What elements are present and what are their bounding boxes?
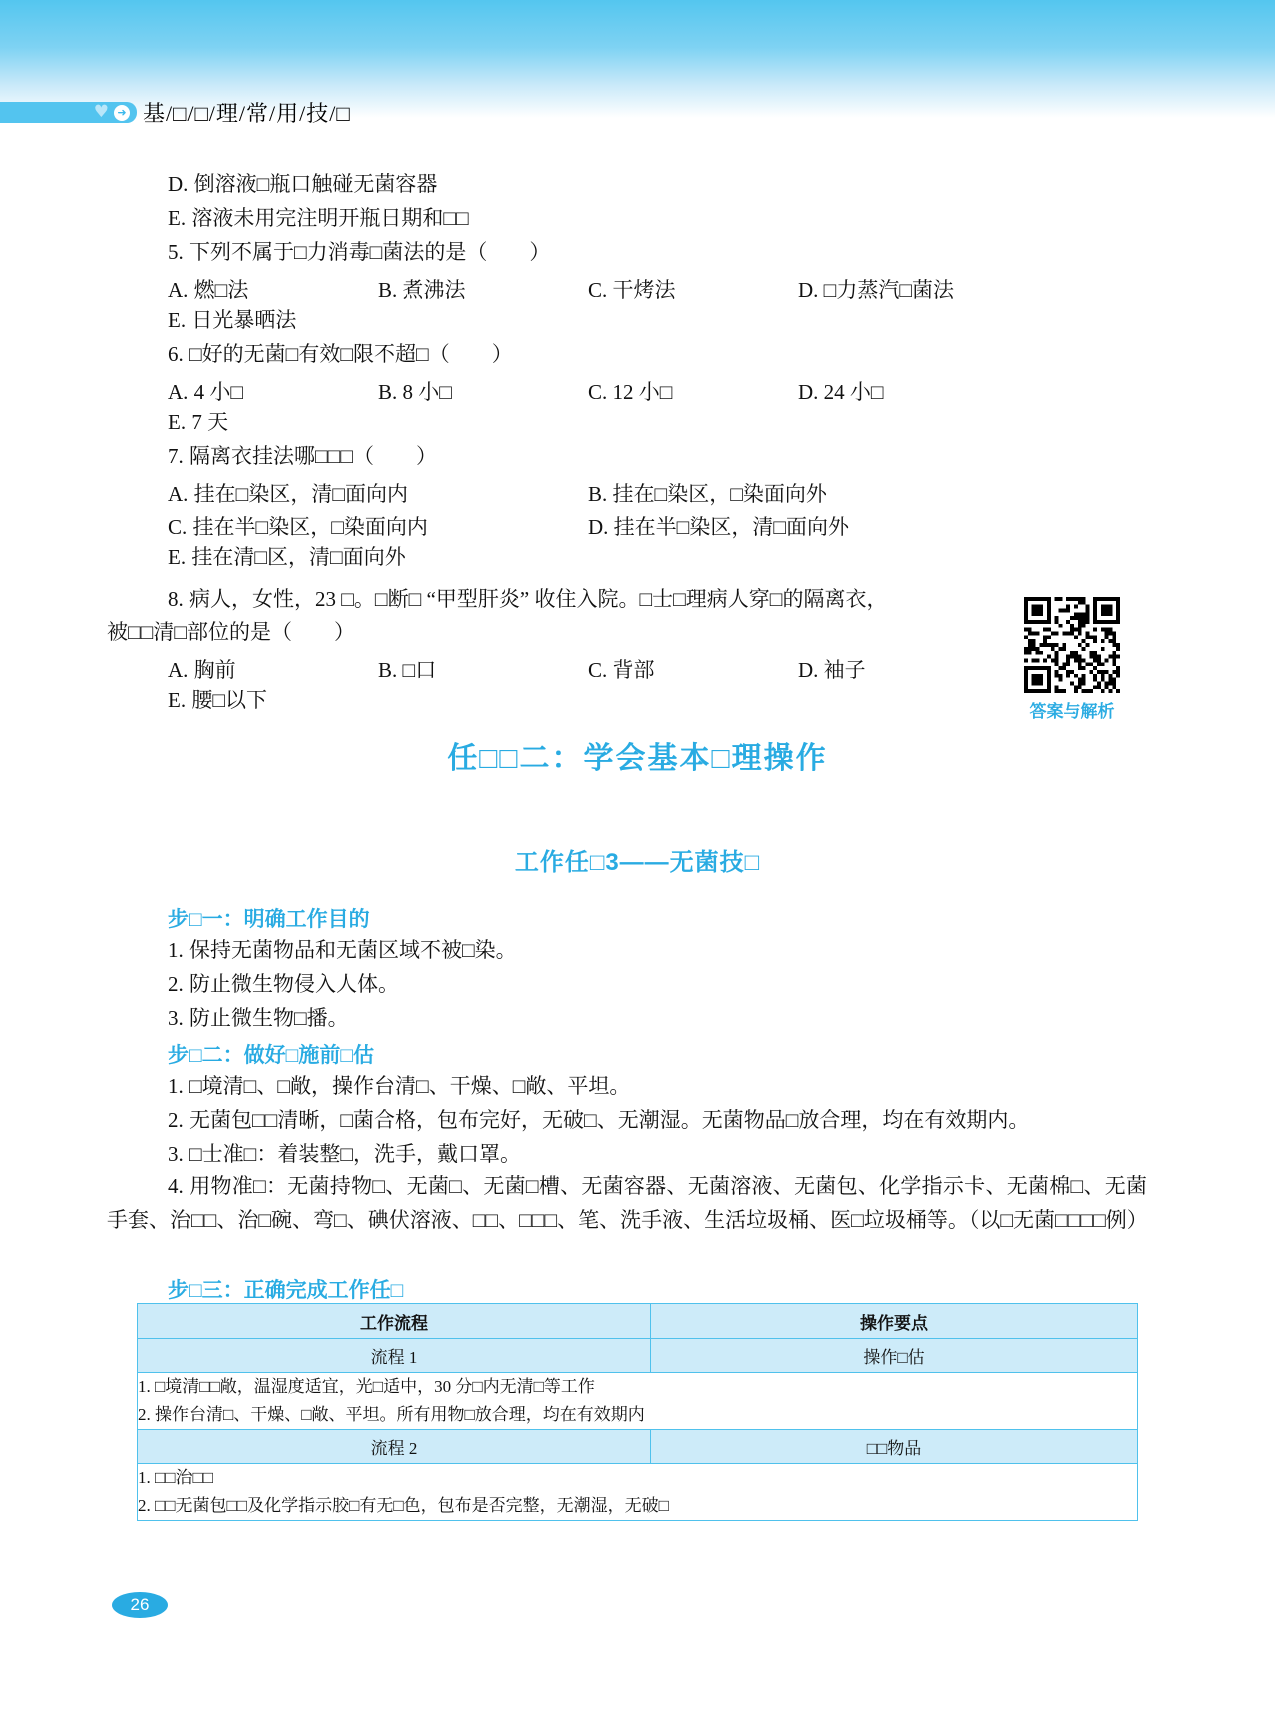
section-title: 任□□二：学会基本□理操作 bbox=[447, 742, 828, 775]
option-b: B. □口 bbox=[378, 658, 437, 682]
step1-heading: 步□一：明确工作目的 bbox=[168, 908, 370, 931]
step2-item4-paragraph: 4. 用物准□：无菌持物□、无菌□、无菌□槽、无菌容器、无菌溶液、无菌包、化学指示卡、无菌棉□、无菌手套、治□□、治□碗、弯□、碘伏溶液、□□、□□□、笔、洗手液、生活垃圾桶、医□垃圾桶等。（以□无菌□□□□例） bbox=[107, 1174, 1148, 1232]
step2-item: 3. □士准□：着装整□，洗手，戴口罩。 bbox=[168, 1142, 522, 1166]
option-a: A. 挂在□染区，清□面向内 bbox=[168, 482, 409, 506]
table-content-line: 1. □境清□□敞，温湿度适宜，光□适中，30 分□内无清□等工作 bbox=[138, 1377, 595, 1396]
step2-item: 2. 无菌包□□清晰，□菌合格，包布完好，无破□、无潮湿。无菌物品□放合理，均在有效期内。 bbox=[168, 1108, 1030, 1132]
table-row bbox=[138, 1430, 1138, 1464]
table-content-line: 2. □□无菌包□□及化学指示胶□有无□色，包布是否完整，无潮湿，无破□ bbox=[138, 1496, 669, 1515]
running-header-title: 基/□/□/理/常/用/技/□ bbox=[143, 101, 351, 126]
question-8-options bbox=[107, 654, 1167, 682]
option-a: A. 4 小□ bbox=[168, 380, 244, 404]
qr-caption: 答案与解析 bbox=[1029, 702, 1115, 721]
table-content-cell bbox=[138, 1464, 1138, 1521]
question-7-options-ab bbox=[107, 478, 1167, 506]
table-content-line: 2. 操作台清□、干燥、□敞、平坦。所有用物□放合理，均在有效期内 bbox=[138, 1405, 645, 1424]
page-number-badge: 26 bbox=[112, 1592, 168, 1618]
option-e: E. 腰□以下 bbox=[168, 688, 268, 712]
step1-item: 3. 防止微生物□播。 bbox=[168, 1006, 349, 1030]
option-e: E. 7 天 bbox=[168, 410, 229, 434]
table-cell: 流程 2 bbox=[138, 1430, 651, 1464]
qr-code bbox=[1024, 597, 1120, 693]
question-8-stem-line2: 被□□清□部位的是（ ） bbox=[107, 620, 356, 644]
table-cell: □□物品 bbox=[651, 1430, 1138, 1464]
option-c: C. 背部 bbox=[588, 658, 655, 682]
option-c: C. 12 小□ bbox=[588, 380, 673, 404]
option-b: B. 8 小□ bbox=[378, 380, 452, 404]
question-5-options bbox=[107, 274, 1167, 302]
header-pill bbox=[0, 102, 137, 123]
option-b: B. 挂在□染区，□染面向外 bbox=[588, 482, 827, 506]
heart-icon: ♥ bbox=[93, 102, 109, 122]
table-row bbox=[138, 1339, 1138, 1373]
option-line: D. 倒溶液□瓶口触碰无菌容器 bbox=[168, 172, 438, 196]
option-e: E. 挂在清□区，清□面向外 bbox=[168, 545, 406, 569]
step3-heading: 步□三：正确完成工作任□ bbox=[168, 1279, 404, 1302]
table-header-cell: 工作流程 bbox=[138, 1304, 651, 1339]
step1-item: 1. 保持无菌物品和无菌区域不被□染。 bbox=[168, 938, 517, 962]
option-d: D. □力蒸汽□菌法 bbox=[798, 278, 955, 302]
option-c: C. 挂在半□染区，□染面向内 bbox=[168, 515, 428, 539]
option-line: E. 溶液未用完注明开瓶日期和□□ bbox=[168, 206, 469, 230]
question-6-stem: 6. □好的无菌□有效□限不超□（ ） bbox=[168, 342, 513, 366]
option-a: A. 燃□法 bbox=[168, 278, 249, 302]
table-header-row bbox=[138, 1304, 1138, 1339]
option-b: B. 煮沸法 bbox=[378, 278, 466, 302]
table-content-cell bbox=[138, 1373, 1138, 1430]
question-6-options bbox=[107, 376, 1167, 404]
question-7-stem: 7. 隔离衣挂法哪□□□（ ） bbox=[168, 444, 438, 468]
question-8-stem-line1: 8. 病人，女性，23 □。□断□ “甲型肝炎” 收住入院。□士□理病人穿□的隔离衣， bbox=[168, 587, 888, 611]
step2-heading: 步□二：做好□施前□估 bbox=[168, 1044, 375, 1067]
option-e: E. 日光暴晒法 bbox=[168, 308, 297, 332]
workflow-table bbox=[137, 1303, 1138, 1521]
table-row bbox=[138, 1373, 1138, 1430]
table-cell: 流程 1 bbox=[138, 1339, 651, 1373]
table-header-cell: 操作要点 bbox=[651, 1304, 1138, 1339]
arrow-circle-icon: ➜ bbox=[114, 105, 130, 121]
step2-item: 1. □境清□、□敞，操作台清□、干燥、□敞、平坦。 bbox=[168, 1074, 631, 1098]
option-a: A. 胸前 bbox=[168, 658, 236, 682]
option-d: D. 挂在半□染区，清□面向外 bbox=[588, 515, 850, 539]
option-c: C. 干烤法 bbox=[588, 278, 676, 302]
table-row bbox=[138, 1464, 1138, 1521]
step1-item: 2. 防止微生物侵入人体。 bbox=[168, 972, 399, 996]
option-d: D. 24 小□ bbox=[798, 380, 884, 404]
table-content-line: 1. □□治□□ bbox=[138, 1468, 214, 1487]
question-7-options-cd bbox=[107, 511, 1167, 539]
question-5-stem: 5. 下列不属于□力消毒□菌法的是（ ） bbox=[168, 240, 551, 264]
table-cell: 操作□估 bbox=[651, 1339, 1138, 1373]
option-d: D. 袖子 bbox=[798, 658, 866, 682]
section-subtitle: 工作任□3——无菌技□ bbox=[514, 849, 761, 876]
